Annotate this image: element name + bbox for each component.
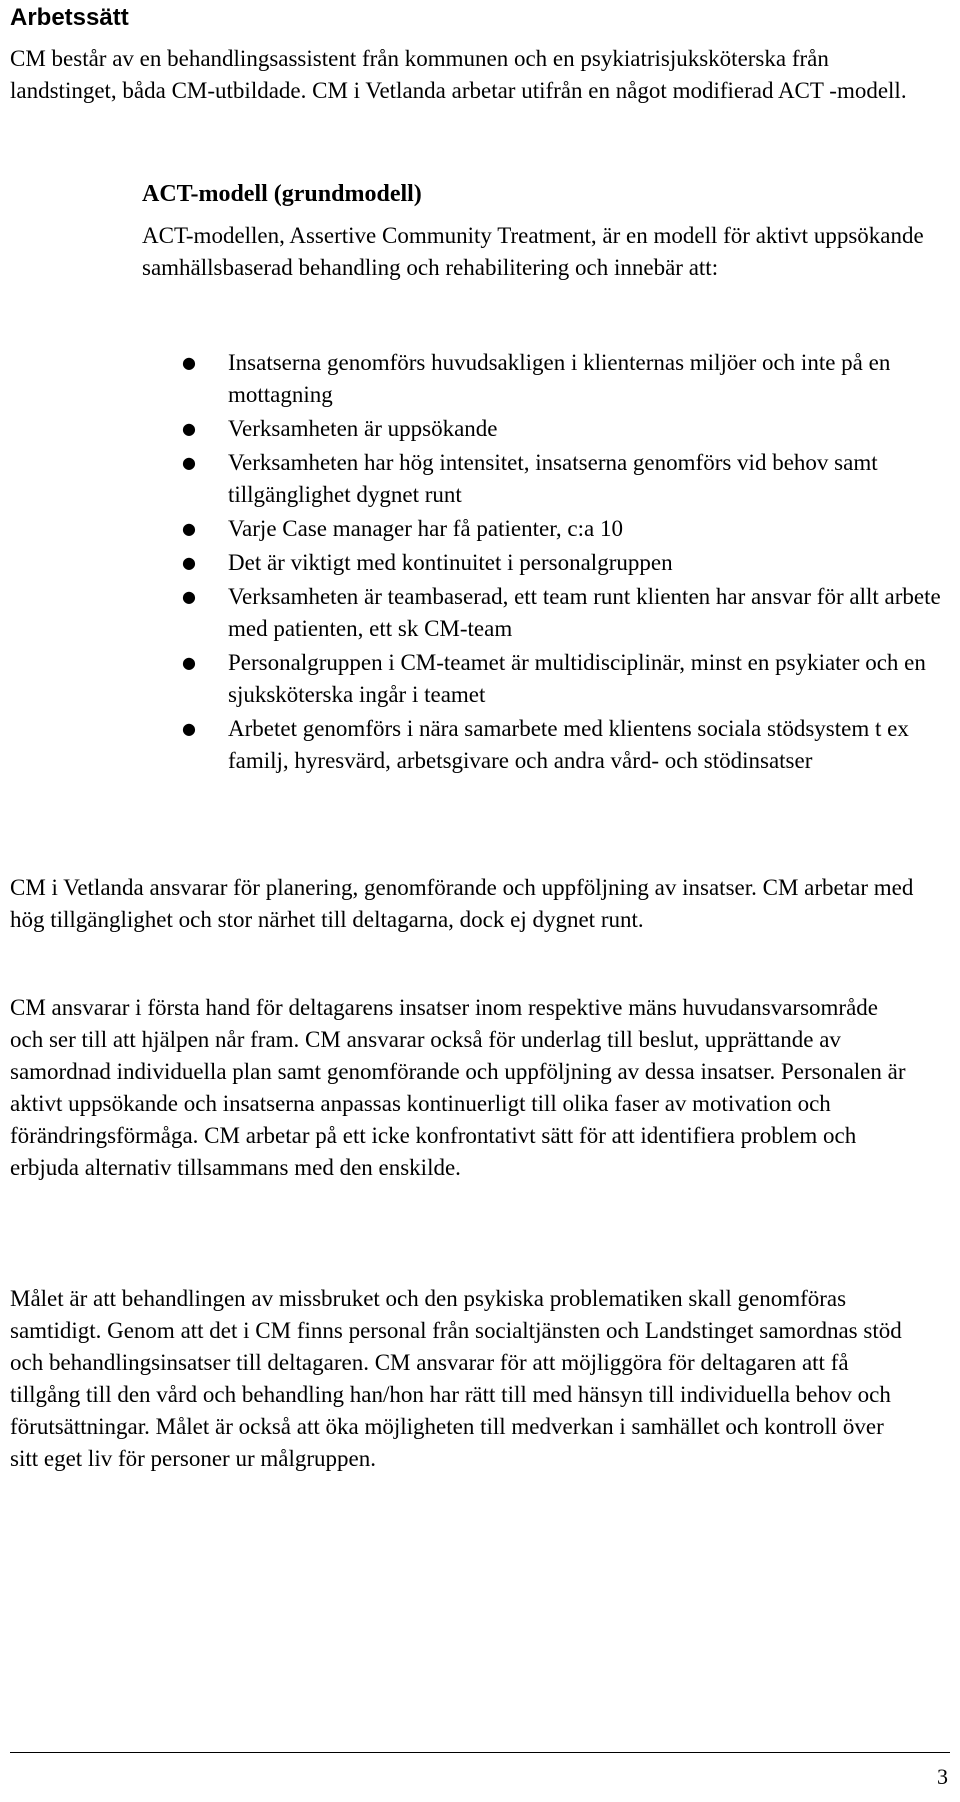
list-item-text: Insatserna genomförs huvudsakligen i klienternas miljöer och inte på en mottagning [228, 350, 891, 407]
bullet-icon: ● [182, 353, 196, 372]
list-item [142, 647, 942, 711]
list-item-text: Arbetet genomförs i nära samarbete med klientens sociala stödsystem t ex familj, hyresvärd, arbetsgivare och andra vård- och stödinsatser [228, 716, 909, 773]
list-item-text: Verksamheten är teambaserad, ett team runt klienten har ansvar för allt arbete med patienten, ett sk CM-team [228, 584, 941, 641]
list-item [142, 447, 942, 511]
page-number: 3 [937, 1764, 948, 1789]
bullet-icon: ● [182, 519, 196, 538]
bullet-icon: ● [182, 587, 196, 606]
responsibility-paragraph: CM i Vetlanda ansvarar för planering, genomförande och uppföljning av insatser. CM arbetar med hög tillgänglighet och stor närhet till deltagarna, dock ej dygnet runt. [10, 875, 914, 932]
list-item-text: Personalgruppen i CM-teamet är multidisciplinär, minst en psykiater och en sjuksköterska ingår i teamet [228, 650, 926, 707]
list-item [142, 581, 942, 645]
act-model-heading: ACT-modell (grundmodell) [142, 181, 422, 207]
act-model-description: ACT-modellen, Assertive Community Treatment, är en modell för aktivt uppsökande samhällsbaserad behandling och rehabilitering och innebär att: [142, 223, 924, 280]
list-item-text: Verksamheten är uppsökande [228, 416, 498, 441]
footer-divider [10, 1752, 950, 1753]
list-item-text: Varje Case manager har få patienter, c:a 10 [228, 516, 623, 541]
list-item [142, 413, 942, 445]
bullet-icon: ● [182, 553, 196, 572]
list-item [142, 547, 942, 579]
bullet-icon: ● [182, 419, 196, 438]
list-item [142, 347, 942, 411]
bullet-icon: ● [182, 653, 196, 672]
act-criteria-list [142, 347, 942, 779]
bullet-icon: ● [182, 719, 196, 738]
bullet-icon: ● [182, 453, 196, 472]
list-item-text: Verksamheten har hög intensitet, insatserna genomförs vid behov samt tillgänglighet dygnet runt [228, 450, 878, 507]
duties-paragraph: CM ansvarar i första hand för deltagarens insatser inom respektive mäns huvudansvarsområde och ser till att hjälpen når fram. CM ansvarar också för underlag till beslut, upprättande av samordnad individuella plan samt genomförande och uppföljning av dessa insatser. Personalen är aktivt uppsökande och insatserna anpassas kontinuerligt till olika faser av motivation och förändringsförmåga. CM arbetar på ett icke konfrontativt sätt för att identifiera problem och erbjuda alternativ tillsammans med den enskilde. [10, 995, 906, 1180]
list-item [142, 713, 942, 777]
list-item-text: Det är viktigt med kontinuitet i personalgruppen [228, 550, 673, 575]
list-item [142, 513, 942, 545]
intro-paragraph: CM består av en behandlingsassistent från kommunen och en psykiatrisjuksköterska från landstinget, båda CM-utbildade. CM i Vetlanda arbetar utifrån en något modifierad ACT -modell. [10, 46, 907, 103]
section-heading: Arbetssätt [10, 4, 129, 31]
goal-paragraph: Målet är att behandlingen av missbruket och den psykiska problematiken skall genomföras samtidigt. Genom att det i CM finns personal från socialtjänsten och Landstinget samordnas stöd och behandlingsinsatser till deltagaren. CM ansvarar för att möjliggöra för deltagaren att få tillgång till den vård och behandling han/hon har rätt till med hänsyn till individuella behov och förutsättningar. Målet är också att öka möjligheten till medverkan i samhället och kontroll över sitt eget liv för personer ur målgruppen. [10, 1286, 902, 1471]
